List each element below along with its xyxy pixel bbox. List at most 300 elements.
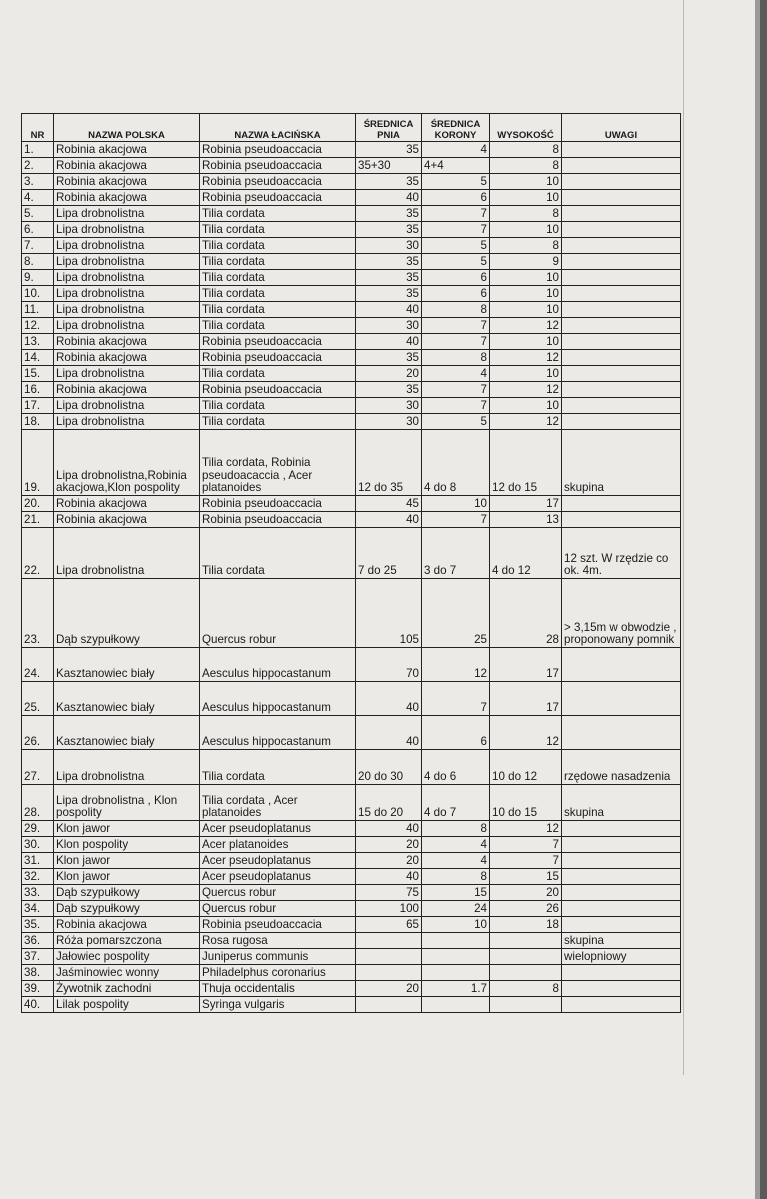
cell-srednica-korony: 12 bbox=[422, 648, 490, 682]
cell-nazwa-lacinska: Acer pseudoplatanus bbox=[200, 821, 356, 837]
cell-nazwa-polska: Robinia akacjowa bbox=[54, 334, 200, 350]
cell-wysokosc: 17 bbox=[490, 496, 562, 512]
header-nazwa-polska: NAZWA POLSKA bbox=[54, 114, 200, 142]
cell-nazwa-polska: Klon jawor bbox=[54, 853, 200, 869]
cell-srednica-korony: 7 bbox=[422, 334, 490, 350]
header-wysokosc: WYSOKOŚĆ bbox=[490, 114, 562, 142]
cell-srednica-pnia: 45 bbox=[356, 496, 422, 512]
cell-srednica-korony: 10 bbox=[422, 917, 490, 933]
header-uwagi: UWAGI bbox=[562, 114, 681, 142]
cell-srednica-pnia: 40 bbox=[356, 334, 422, 350]
cell-wysokosc: 17 bbox=[490, 682, 562, 716]
cell-nazwa-lacinska: Robinia pseudoaccacia bbox=[200, 382, 356, 398]
cell-nazwa-lacinska: Tilia cordata bbox=[200, 366, 356, 382]
cell-nazwa-polska: Róża pomarszczona bbox=[54, 933, 200, 949]
cell-nr: 10. bbox=[22, 286, 54, 302]
cell-srednica-korony: 4 do 7 bbox=[422, 785, 490, 821]
cell-wysokosc bbox=[490, 933, 562, 949]
table-row bbox=[22, 238, 681, 254]
cell-nazwa-lacinska: Aesculus hippocastanum bbox=[200, 648, 356, 682]
cell-nazwa-polska: Lipa drobnolistna , Klon pospolity bbox=[54, 785, 200, 821]
cell-srednica-korony: 3 do 7 bbox=[422, 528, 490, 579]
cell-nazwa-polska: Lipa drobnolistna bbox=[54, 206, 200, 222]
table-row bbox=[22, 366, 681, 382]
cell-uwagi bbox=[562, 142, 681, 158]
table-row bbox=[22, 302, 681, 318]
cell-nr: 37. bbox=[22, 949, 54, 965]
cell-nr: 23. bbox=[22, 579, 54, 648]
cell-srednica-korony: 6 bbox=[422, 286, 490, 302]
cell-srednica-korony: 7 bbox=[422, 382, 490, 398]
cell-nr: 14. bbox=[22, 350, 54, 366]
cell-nr: 17. bbox=[22, 398, 54, 414]
cell-nr: 15. bbox=[22, 366, 54, 382]
cell-srednica-korony: 7 bbox=[422, 398, 490, 414]
cell-nazwa-polska: Lilak pospolity bbox=[54, 997, 200, 1013]
cell-srednica-korony: 10 bbox=[422, 496, 490, 512]
cell-nr: 3. bbox=[22, 174, 54, 190]
cell-wysokosc: 10 bbox=[490, 302, 562, 318]
cell-srednica-pnia: 20 bbox=[356, 853, 422, 869]
cell-nr: 35. bbox=[22, 917, 54, 933]
table-row bbox=[22, 821, 681, 837]
cell-uwagi bbox=[562, 366, 681, 382]
cell-srednica-korony: 8 bbox=[422, 821, 490, 837]
cell-nazwa-polska: Lipa drobnolistna bbox=[54, 222, 200, 238]
cell-srednica-pnia bbox=[356, 933, 422, 949]
table-row bbox=[22, 716, 681, 750]
tree-inventory-table bbox=[21, 113, 681, 1013]
cell-nr: 39. bbox=[22, 981, 54, 997]
table-row bbox=[22, 206, 681, 222]
cell-srednica-korony: 5 bbox=[422, 238, 490, 254]
cell-uwagi: > 3,15m w obwodzie , proponowany pomnik bbox=[562, 579, 681, 648]
cell-srednica-pnia: 30 bbox=[356, 238, 422, 254]
header-srednica-pnia: ŚREDNICA PNIA bbox=[356, 114, 422, 142]
cell-nazwa-lacinska: Philadelphus coronarius bbox=[200, 965, 356, 981]
table-row bbox=[22, 528, 681, 579]
cell-wysokosc: 9 bbox=[490, 254, 562, 270]
cell-wysokosc: 4 do 12 bbox=[490, 528, 562, 579]
cell-srednica-pnia: 40 bbox=[356, 682, 422, 716]
cell-wysokosc: 8 bbox=[490, 206, 562, 222]
table-row bbox=[22, 318, 681, 334]
cell-srednica-korony: 6 bbox=[422, 190, 490, 206]
cell-srednica-pnia: 70 bbox=[356, 648, 422, 682]
cell-nazwa-lacinska: Acer pseudoplatanus bbox=[200, 869, 356, 885]
cell-srednica-pnia: 20 bbox=[356, 981, 422, 997]
cell-nazwa-lacinska: Tilia cordata bbox=[200, 302, 356, 318]
table-row bbox=[22, 965, 681, 981]
cell-wysokosc: 10 bbox=[490, 174, 562, 190]
cell-nazwa-lacinska: Tilia cordata bbox=[200, 238, 356, 254]
cell-srednica-korony: 7 bbox=[422, 206, 490, 222]
table-row bbox=[22, 981, 681, 997]
cell-nr: 32. bbox=[22, 869, 54, 885]
cell-nazwa-polska: Lipa drobnolistna bbox=[54, 750, 200, 785]
cell-nazwa-lacinska: Rosa rugosa bbox=[200, 933, 356, 949]
cell-nr: 9. bbox=[22, 270, 54, 286]
cell-wysokosc: 28 bbox=[490, 579, 562, 648]
cell-nazwa-lacinska: Robinia pseudoaccacia bbox=[200, 190, 356, 206]
cell-wysokosc: 12 bbox=[490, 382, 562, 398]
cell-srednica-pnia: 65 bbox=[356, 917, 422, 933]
cell-uwagi bbox=[562, 885, 681, 901]
table-row bbox=[22, 142, 681, 158]
cell-nr: 7. bbox=[22, 238, 54, 254]
cell-uwagi: skupina bbox=[562, 430, 681, 496]
table-row bbox=[22, 496, 681, 512]
cell-nr: 26. bbox=[22, 716, 54, 750]
cell-nazwa-lacinska: Quercus robur bbox=[200, 579, 356, 648]
cell-nazwa-polska: Lipa drobnolistna bbox=[54, 528, 200, 579]
cell-uwagi bbox=[562, 853, 681, 869]
cell-wysokosc bbox=[490, 965, 562, 981]
cell-uwagi bbox=[562, 190, 681, 206]
cell-nazwa-polska: Lipa drobnolistna bbox=[54, 286, 200, 302]
cell-srednica-korony: 1.7 bbox=[422, 981, 490, 997]
header-nr: NR bbox=[22, 114, 54, 142]
cell-nazwa-lacinska: Tilia cordata bbox=[200, 414, 356, 430]
cell-srednica-korony: 24 bbox=[422, 901, 490, 917]
cell-wysokosc: 10 do 12 bbox=[490, 750, 562, 785]
cell-nr: 29. bbox=[22, 821, 54, 837]
cell-nazwa-lacinska: Tilia cordata bbox=[200, 528, 356, 579]
cell-wysokosc: 18 bbox=[490, 917, 562, 933]
cell-srednica-korony: 5 bbox=[422, 414, 490, 430]
table-row bbox=[22, 997, 681, 1013]
cell-uwagi: rzędowe nasadzenia bbox=[562, 750, 681, 785]
cell-uwagi bbox=[562, 302, 681, 318]
cell-srednica-pnia bbox=[356, 949, 422, 965]
cell-srednica-pnia: 15 do 20 bbox=[356, 785, 422, 821]
cell-nazwa-lacinska: Juniperus communis bbox=[200, 949, 356, 965]
cell-srednica-pnia: 40 bbox=[356, 190, 422, 206]
cell-nazwa-polska: Robinia akacjowa bbox=[54, 158, 200, 174]
table-row bbox=[22, 512, 681, 528]
cell-nazwa-lacinska: Robinia pseudoaccacia bbox=[200, 917, 356, 933]
cell-nr: 24. bbox=[22, 648, 54, 682]
cell-uwagi bbox=[562, 158, 681, 174]
cell-nr: 4. bbox=[22, 190, 54, 206]
cell-srednica-pnia: 7 do 25 bbox=[356, 528, 422, 579]
cell-nr: 6. bbox=[22, 222, 54, 238]
table-row bbox=[22, 933, 681, 949]
cell-srednica-pnia: 35 bbox=[356, 174, 422, 190]
cell-srednica-pnia: 35 bbox=[356, 222, 422, 238]
cell-wysokosc bbox=[490, 997, 562, 1013]
cell-srednica-korony: 4 bbox=[422, 837, 490, 853]
cell-srednica-pnia: 35 bbox=[356, 350, 422, 366]
cell-nazwa-lacinska: Acer pseudoplatanus bbox=[200, 853, 356, 869]
cell-nazwa-polska: Lipa drobnolistna bbox=[54, 398, 200, 414]
cell-wysokosc: 8 bbox=[490, 158, 562, 174]
cell-wysokosc: 10 bbox=[490, 190, 562, 206]
cell-nazwa-lacinska: Syringa vulgaris bbox=[200, 997, 356, 1013]
cell-uwagi bbox=[562, 270, 681, 286]
cell-uwagi bbox=[562, 206, 681, 222]
cell-nr: 13. bbox=[22, 334, 54, 350]
cell-nazwa-polska: Robinia akacjowa bbox=[54, 174, 200, 190]
cell-nr: 33. bbox=[22, 885, 54, 901]
cell-uwagi bbox=[562, 917, 681, 933]
cell-srednica-korony: 7 bbox=[422, 318, 490, 334]
cell-nazwa-lacinska: Aesculus hippocastanum bbox=[200, 682, 356, 716]
cell-uwagi bbox=[562, 254, 681, 270]
cell-uwagi bbox=[562, 350, 681, 366]
cell-uwagi bbox=[562, 238, 681, 254]
cell-nazwa-polska: Dąb szypułkowy bbox=[54, 901, 200, 917]
cell-srednica-pnia: 100 bbox=[356, 901, 422, 917]
cell-srednica-pnia: 35 bbox=[356, 142, 422, 158]
cell-uwagi bbox=[562, 869, 681, 885]
cell-srednica-pnia: 35 bbox=[356, 206, 422, 222]
table-row bbox=[22, 334, 681, 350]
cell-wysokosc: 12 do 15 bbox=[490, 430, 562, 496]
cell-wysokosc: 12 bbox=[490, 350, 562, 366]
table-row bbox=[22, 174, 681, 190]
table-row bbox=[22, 648, 681, 682]
cell-nazwa-lacinska: Robinia pseudoaccacia bbox=[200, 350, 356, 366]
cell-nr: 38. bbox=[22, 965, 54, 981]
cell-wysokosc: 10 bbox=[490, 286, 562, 302]
table-row bbox=[22, 350, 681, 366]
table-row bbox=[22, 917, 681, 933]
cell-nazwa-polska: Robinia akacjowa bbox=[54, 190, 200, 206]
cell-srednica-pnia bbox=[356, 997, 422, 1013]
cell-nazwa-polska: Jaśminowiec wonny bbox=[54, 965, 200, 981]
cell-nazwa-lacinska: Tilia cordata , Acer platanoides bbox=[200, 785, 356, 821]
cell-wysokosc: 12 bbox=[490, 414, 562, 430]
cell-nr: 18. bbox=[22, 414, 54, 430]
cell-wysokosc: 7 bbox=[490, 837, 562, 853]
table-row bbox=[22, 190, 681, 206]
cell-wysokosc: 10 bbox=[490, 222, 562, 238]
cell-srednica-korony: 4 bbox=[422, 366, 490, 382]
cell-srednica-korony: 5 bbox=[422, 174, 490, 190]
table-row bbox=[22, 430, 681, 496]
cell-srednica-pnia: 30 bbox=[356, 414, 422, 430]
cell-srednica-korony: 8 bbox=[422, 869, 490, 885]
cell-nr: 22. bbox=[22, 528, 54, 579]
cell-srednica-pnia: 40 bbox=[356, 821, 422, 837]
cell-srednica-pnia: 12 do 35 bbox=[356, 430, 422, 496]
cell-nazwa-polska: Lipa drobnolistna bbox=[54, 318, 200, 334]
cell-nazwa-lacinska: Tilia cordata bbox=[200, 318, 356, 334]
cell-srednica-korony: 5 bbox=[422, 254, 490, 270]
cell-nazwa-polska: Dąb szypułkowy bbox=[54, 885, 200, 901]
cell-nr: 36. bbox=[22, 933, 54, 949]
table-row bbox=[22, 398, 681, 414]
cell-srednica-pnia: 35 bbox=[356, 270, 422, 286]
cell-nazwa-lacinska: Tilia cordata bbox=[200, 270, 356, 286]
header-nazwa-lacinska: NAZWA ŁACIŃSKA bbox=[200, 114, 356, 142]
cell-wysokosc: 10 bbox=[490, 366, 562, 382]
cell-nazwa-lacinska: Robinia pseudoaccacia bbox=[200, 174, 356, 190]
cell-nr: 27. bbox=[22, 750, 54, 785]
cell-srednica-korony: 4 bbox=[422, 853, 490, 869]
cell-nazwa-polska: Lipa drobnolistna bbox=[54, 366, 200, 382]
table-row bbox=[22, 158, 681, 174]
cell-nazwa-polska: Robinia akacjowa bbox=[54, 496, 200, 512]
cell-srednica-pnia: 105 bbox=[356, 579, 422, 648]
cell-nr: 40. bbox=[22, 997, 54, 1013]
cell-srednica-korony: 6 bbox=[422, 270, 490, 286]
cell-wysokosc: 8 bbox=[490, 142, 562, 158]
cell-wysokosc: 17 bbox=[490, 648, 562, 682]
cell-srednica-korony: 8 bbox=[422, 350, 490, 366]
cell-nazwa-polska: Lipa drobnolistna bbox=[54, 270, 200, 286]
cell-nr: 8. bbox=[22, 254, 54, 270]
cell-srednica-korony: 4 do 8 bbox=[422, 430, 490, 496]
cell-uwagi bbox=[562, 648, 681, 682]
table-row bbox=[22, 579, 681, 648]
cell-nazwa-polska: Robinia akacjowa bbox=[54, 512, 200, 528]
cell-uwagi: wielopniowy bbox=[562, 949, 681, 965]
table-row bbox=[22, 837, 681, 853]
cell-uwagi bbox=[562, 222, 681, 238]
cell-wysokosc: 10 bbox=[490, 334, 562, 350]
cell-nr: 19. bbox=[22, 430, 54, 496]
cell-srednica-pnia: 35 bbox=[356, 286, 422, 302]
cell-srednica-korony: 7 bbox=[422, 682, 490, 716]
cell-nazwa-polska: Klon jawor bbox=[54, 869, 200, 885]
cell-nr: 34. bbox=[22, 901, 54, 917]
table-row bbox=[22, 869, 681, 885]
cell-uwagi bbox=[562, 286, 681, 302]
cell-uwagi bbox=[562, 965, 681, 981]
cell-nazwa-lacinska: Tilia cordata bbox=[200, 750, 356, 785]
cell-nazwa-polska: Kasztanowiec biały bbox=[54, 716, 200, 750]
cell-nazwa-polska: Lipa drobnolistna bbox=[54, 254, 200, 270]
cell-srednica-pnia: 30 bbox=[356, 318, 422, 334]
cell-srednica-pnia: 75 bbox=[356, 885, 422, 901]
page-fold-line bbox=[683, 0, 684, 1075]
cell-nr: 16. bbox=[22, 382, 54, 398]
cell-srednica-pnia: 20 do 30 bbox=[356, 750, 422, 785]
cell-srednica-pnia: 30 bbox=[356, 398, 422, 414]
cell-nazwa-polska: Kasztanowiec biały bbox=[54, 682, 200, 716]
cell-nazwa-lacinska: Robinia pseudoaccacia bbox=[200, 334, 356, 350]
cell-nr: 2. bbox=[22, 158, 54, 174]
cell-uwagi bbox=[562, 318, 681, 334]
cell-wysokosc: 26 bbox=[490, 901, 562, 917]
cell-wysokosc: 13 bbox=[490, 512, 562, 528]
cell-srednica-korony: 4 do 6 bbox=[422, 750, 490, 785]
table-row bbox=[22, 750, 681, 785]
header-srednica-korony: ŚREDNICA KORONY bbox=[422, 114, 490, 142]
cell-srednica-korony: 6 bbox=[422, 716, 490, 750]
cell-nazwa-polska: Lipa drobnolistna,Robinia akacjowa,Klon pospolity bbox=[54, 430, 200, 496]
cell-nazwa-lacinska: Robinia pseudoaccacia bbox=[200, 158, 356, 174]
cell-uwagi: 12 szt. W rzędzie co ok. 4m. bbox=[562, 528, 681, 579]
cell-nazwa-lacinska: Tilia cordata, Robinia pseudoacaccia , Acer platanoides bbox=[200, 430, 356, 496]
cell-uwagi bbox=[562, 334, 681, 350]
cell-srednica-pnia: 35 bbox=[356, 382, 422, 398]
cell-nazwa-polska: Żywotnik zachodni bbox=[54, 981, 200, 997]
cell-nazwa-polska: Lipa drobnolistna bbox=[54, 302, 200, 318]
cell-srednica-pnia bbox=[356, 965, 422, 981]
cell-wysokosc: 15 bbox=[490, 869, 562, 885]
table-row bbox=[22, 885, 681, 901]
table-row bbox=[22, 254, 681, 270]
cell-nr: 25. bbox=[22, 682, 54, 716]
cell-srednica-pnia: 40 bbox=[356, 512, 422, 528]
cell-nazwa-polska: Dąb szypułkowy bbox=[54, 579, 200, 648]
cell-srednica-pnia: 40 bbox=[356, 302, 422, 318]
scan-edge-shadow bbox=[760, 0, 767, 1199]
cell-nr: 11. bbox=[22, 302, 54, 318]
cell-srednica-pnia: 20 bbox=[356, 837, 422, 853]
cell-wysokosc: 10 do 15 bbox=[490, 785, 562, 821]
table-row bbox=[22, 682, 681, 716]
cell-nazwa-lacinska: Robinia pseudoaccacia bbox=[200, 496, 356, 512]
table-row bbox=[22, 382, 681, 398]
cell-uwagi bbox=[562, 414, 681, 430]
cell-srednica-korony: 15 bbox=[422, 885, 490, 901]
cell-nazwa-polska: Robinia akacjowa bbox=[54, 382, 200, 398]
table-row bbox=[22, 785, 681, 821]
cell-srednica-korony: 25 bbox=[422, 579, 490, 648]
cell-wysokosc: 8 bbox=[490, 981, 562, 997]
cell-srednica-korony: 7 bbox=[422, 512, 490, 528]
cell-uwagi bbox=[562, 382, 681, 398]
cell-srednica-korony bbox=[422, 997, 490, 1013]
cell-wysokosc: 10 bbox=[490, 398, 562, 414]
cell-wysokosc bbox=[490, 949, 562, 965]
cell-uwagi bbox=[562, 837, 681, 853]
cell-nr: 30. bbox=[22, 837, 54, 853]
cell-wysokosc: 12 bbox=[490, 716, 562, 750]
cell-uwagi bbox=[562, 512, 681, 528]
table-row bbox=[22, 222, 681, 238]
cell-nr: 28. bbox=[22, 785, 54, 821]
cell-srednica-korony: 4 bbox=[422, 142, 490, 158]
cell-nazwa-lacinska: Tilia cordata bbox=[200, 398, 356, 414]
cell-nazwa-polska: Lipa drobnolistna bbox=[54, 238, 200, 254]
cell-uwagi bbox=[562, 716, 681, 750]
cell-wysokosc: 12 bbox=[490, 821, 562, 837]
cell-nazwa-polska: Robinia akacjowa bbox=[54, 350, 200, 366]
cell-nr: 20. bbox=[22, 496, 54, 512]
cell-nr: 12. bbox=[22, 318, 54, 334]
header-row bbox=[22, 114, 681, 142]
cell-srednica-pnia: 35 bbox=[356, 254, 422, 270]
cell-srednica-pnia: 40 bbox=[356, 716, 422, 750]
cell-uwagi: skupina bbox=[562, 785, 681, 821]
cell-wysokosc: 8 bbox=[490, 238, 562, 254]
cell-wysokosc: 7 bbox=[490, 853, 562, 869]
cell-uwagi bbox=[562, 821, 681, 837]
cell-srednica-korony: 8 bbox=[422, 302, 490, 318]
cell-nr: 21. bbox=[22, 512, 54, 528]
table-row bbox=[22, 286, 681, 302]
cell-nazwa-polska: Jałowiec pospolity bbox=[54, 949, 200, 965]
cell-nr: 31. bbox=[22, 853, 54, 869]
cell-srednica-korony bbox=[422, 933, 490, 949]
cell-nazwa-lacinska: Thuja occidentalis bbox=[200, 981, 356, 997]
cell-uwagi bbox=[562, 682, 681, 716]
cell-nazwa-lacinska: Acer platanoides bbox=[200, 837, 356, 853]
cell-uwagi bbox=[562, 997, 681, 1013]
table-row bbox=[22, 949, 681, 965]
cell-uwagi: skupina bbox=[562, 933, 681, 949]
cell-nazwa-lacinska: Tilia cordata bbox=[200, 206, 356, 222]
cell-nazwa-polska: Klon jawor bbox=[54, 821, 200, 837]
cell-nazwa-lacinska: Robinia pseudoaccacia bbox=[200, 512, 356, 528]
cell-uwagi bbox=[562, 174, 681, 190]
cell-nazwa-polska: Klon pospolity bbox=[54, 837, 200, 853]
